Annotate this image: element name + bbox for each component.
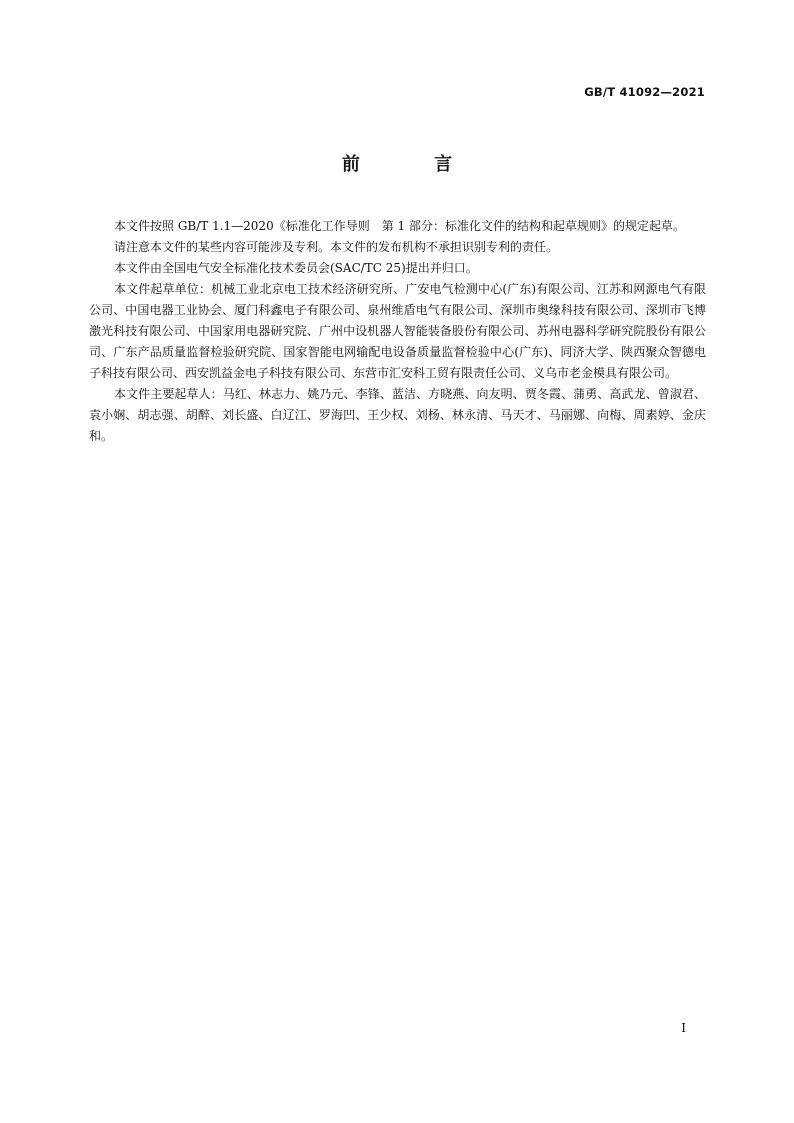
page-title: 前 言 — [341, 154, 487, 175]
preface-body — [89, 216, 706, 447]
paragraph-patent-notice: 请注意本文件的某些内容可能涉及专利。本文件的发布机构不承担识别专利的责任。 — [114, 240, 559, 254]
paragraph-drafting-units: 本文件起草单位：机械工业北京电工技术经济研究所、广安电气检测中心(广东)有限公司、江苏和网源电气有限公司、中国电器工业协会、厦门科鑫电子有限公司、泉州维盾电气有限公司、深圳市奥缘科技有限公司、深圳市飞博激光科技有限公司、中国家用电器研究院、广州中设机器人智能装备股份有限公司、苏州电器科学研究院股份有限公司、广东产品质量监督检验研究院、国家智能电网输配电设备质量监督检验中心(广东)、同济大学、陕西聚众智德电子科技有限公司、西安凯益金电子科技有限公司、东营市汇安科工贸有限责任公司、义乌市老金模具有限公司。 — [89, 282, 706, 380]
page-number: I — [681, 1021, 686, 1035]
paragraph-drafters: 本文件主要起草人：马红、林志力、姚乃元、李锋、蓝洁、方晓燕、向友明、贾冬霞、蒲勇、高武龙、曾淑君、袁小娴、胡志强、胡醉、刘长盛、白辽江、罗海凹、王少权、刘杨、林永清、马天才、马丽娜、向梅、周素婷、金庆和。 — [89, 387, 706, 443]
paragraph-committee: 本文件由全国电气安全标准化技术委员会(SAC/TC 25)提出并归口。 — [114, 261, 478, 275]
standard-code: GB/T 41092—2021 — [584, 85, 705, 99]
paragraph-drafting-rules: 本文件按照 GB/T 1.1—2020《标准化工作导则 第 1 部分：标准化文件的结构和起草规则》的规定起草。 — [114, 219, 685, 233]
